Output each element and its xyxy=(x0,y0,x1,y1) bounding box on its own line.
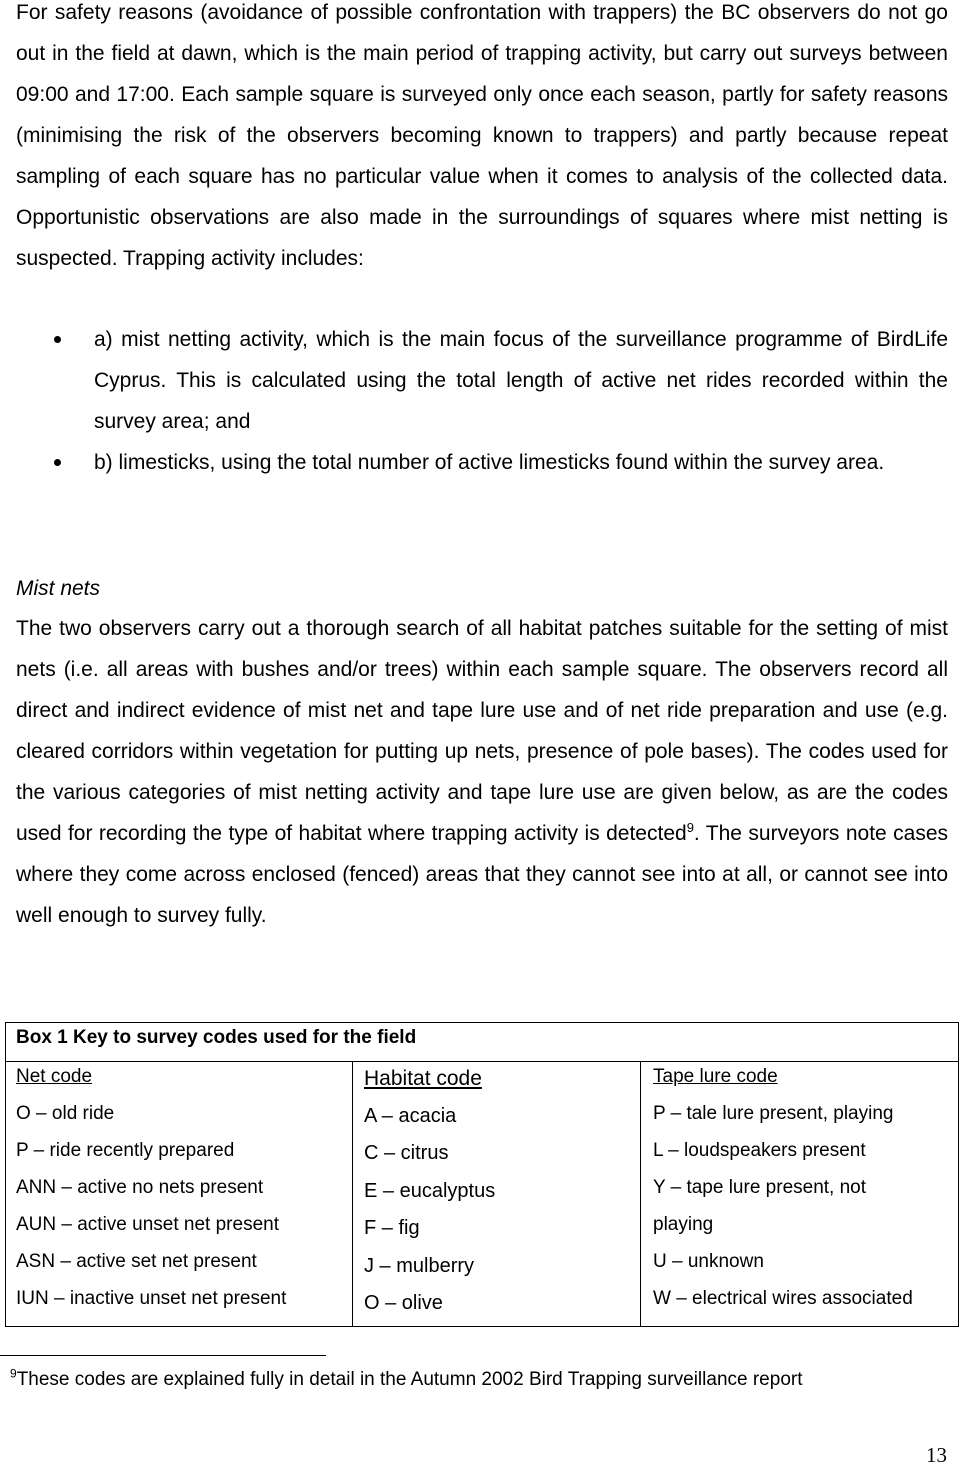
footnote-divider xyxy=(0,1355,326,1356)
page-number: 13 xyxy=(926,1443,947,1467)
net-code-item: AUN – active unset net present xyxy=(16,1214,279,1235)
habitat-code-item: C – citrus xyxy=(364,1142,449,1164)
tape-lure-code-header: Tape lure code xyxy=(653,1066,778,1087)
tape-lure-code-column xyxy=(653,1058,913,1317)
net-code-header: Net code xyxy=(16,1066,93,1087)
tape-lure-code-item: U – unknown xyxy=(653,1251,764,1272)
footnote-text: These codes are explained fully in detail in the Autumn 2002 Bird Trapping surveillance report xyxy=(16,1369,803,1390)
tape-lure-code-item: L – loudspeakers present xyxy=(653,1140,866,1161)
net-code-item: O – old ride xyxy=(16,1103,115,1124)
tape-lure-code-item: playing xyxy=(653,1214,714,1235)
net-code-item: ASN – active set net present xyxy=(16,1251,257,1272)
intro-paragraph: For safety reasons (avoidance of possible confrontation with trappers) the BC observers do not go out in the field at dawn, which is the main period of trapping activity, but carry out surveys between 09:00 and 17:00. Each sample square is surveyed only once each season, partly for safety reasons (minimising the risk of the observers becoming known to trappers) and partly because repeat sampling of each square has no particular value when it comes to analysis of the collected data. Opportunistic observations are also made in the surroundings of squares where mist netting is suspected. Trapping activity includes: xyxy=(16,1,948,270)
habitat-code-column xyxy=(364,1060,495,1323)
mist-nets-text-continued: . The surveyors note cases where they come across enclosed (fenced) areas that they cannot see into at all, or cannot see into well enough to survey fully. xyxy=(16,822,949,927)
box-title: Box 1 Key to survey codes used for the field xyxy=(6,1023,958,1062)
net-code-item: ANN – active no nets present xyxy=(16,1177,264,1198)
net-code-item: IUN – inactive unset net present xyxy=(16,1288,287,1309)
habitat-code-item: F – fig xyxy=(364,1217,420,1239)
list-item xyxy=(0,442,948,483)
footnote-number: 9 xyxy=(10,1366,17,1381)
habitat-code-item: A – acacia xyxy=(364,1104,457,1127)
habitat-code-item: O – olive xyxy=(364,1292,443,1314)
bullet-icon xyxy=(54,459,61,466)
habitat-code-header: Habitat code xyxy=(364,1067,482,1090)
bullet-icon xyxy=(54,336,61,343)
column-divider xyxy=(640,1062,641,1326)
mist-nets-text: The two observers carry out a thorough search of all habitat patches suitable for the setting of mist nets (i.e. all areas with bushes and/or trees) within each sample square. The observers record all direct and indirect evidence of mist net and tape lure use and of net ride preparation and use (e.g. cleared corridors within vegetation for putting up nets, presence of pole bases). The codes used for the various categories of mist netting activity and tape lure use are given below, as are the codes used for recording the type of habitat where trapping activity is detected xyxy=(16,617,948,845)
tape-lure-code-item: Y – tape lure present, not xyxy=(653,1177,867,1198)
survey-codes-box xyxy=(5,1022,959,1327)
footnote xyxy=(10,1367,803,1393)
net-code-item: P – ride recently prepared xyxy=(16,1140,235,1161)
footnote-reference: 9 xyxy=(686,820,694,835)
mist-nets-paragraph xyxy=(16,608,948,936)
list-item-text: b) limesticks, using the total number of active limesticks found within the survey area. xyxy=(94,451,885,474)
tape-lure-code-item: W – electrical wires associated xyxy=(653,1288,913,1309)
tape-lure-code-item: P – tale lure present, playing xyxy=(653,1103,894,1124)
net-code-column xyxy=(16,1058,286,1317)
list-item-text: a) mist netting activity, which is the main focus of the surveillance programme of BirdLife Cyprus. This is calculated using the total length of active net rides recorded within the survey area; and xyxy=(94,328,948,433)
habitat-code-item: E – eucalyptus xyxy=(364,1179,496,1202)
column-divider xyxy=(352,1062,353,1326)
mist-nets-heading: Mist nets xyxy=(16,577,101,600)
habitat-code-item: J – mulberry xyxy=(364,1254,475,1277)
list-item xyxy=(0,319,948,442)
trapping-activity-list xyxy=(0,319,948,483)
